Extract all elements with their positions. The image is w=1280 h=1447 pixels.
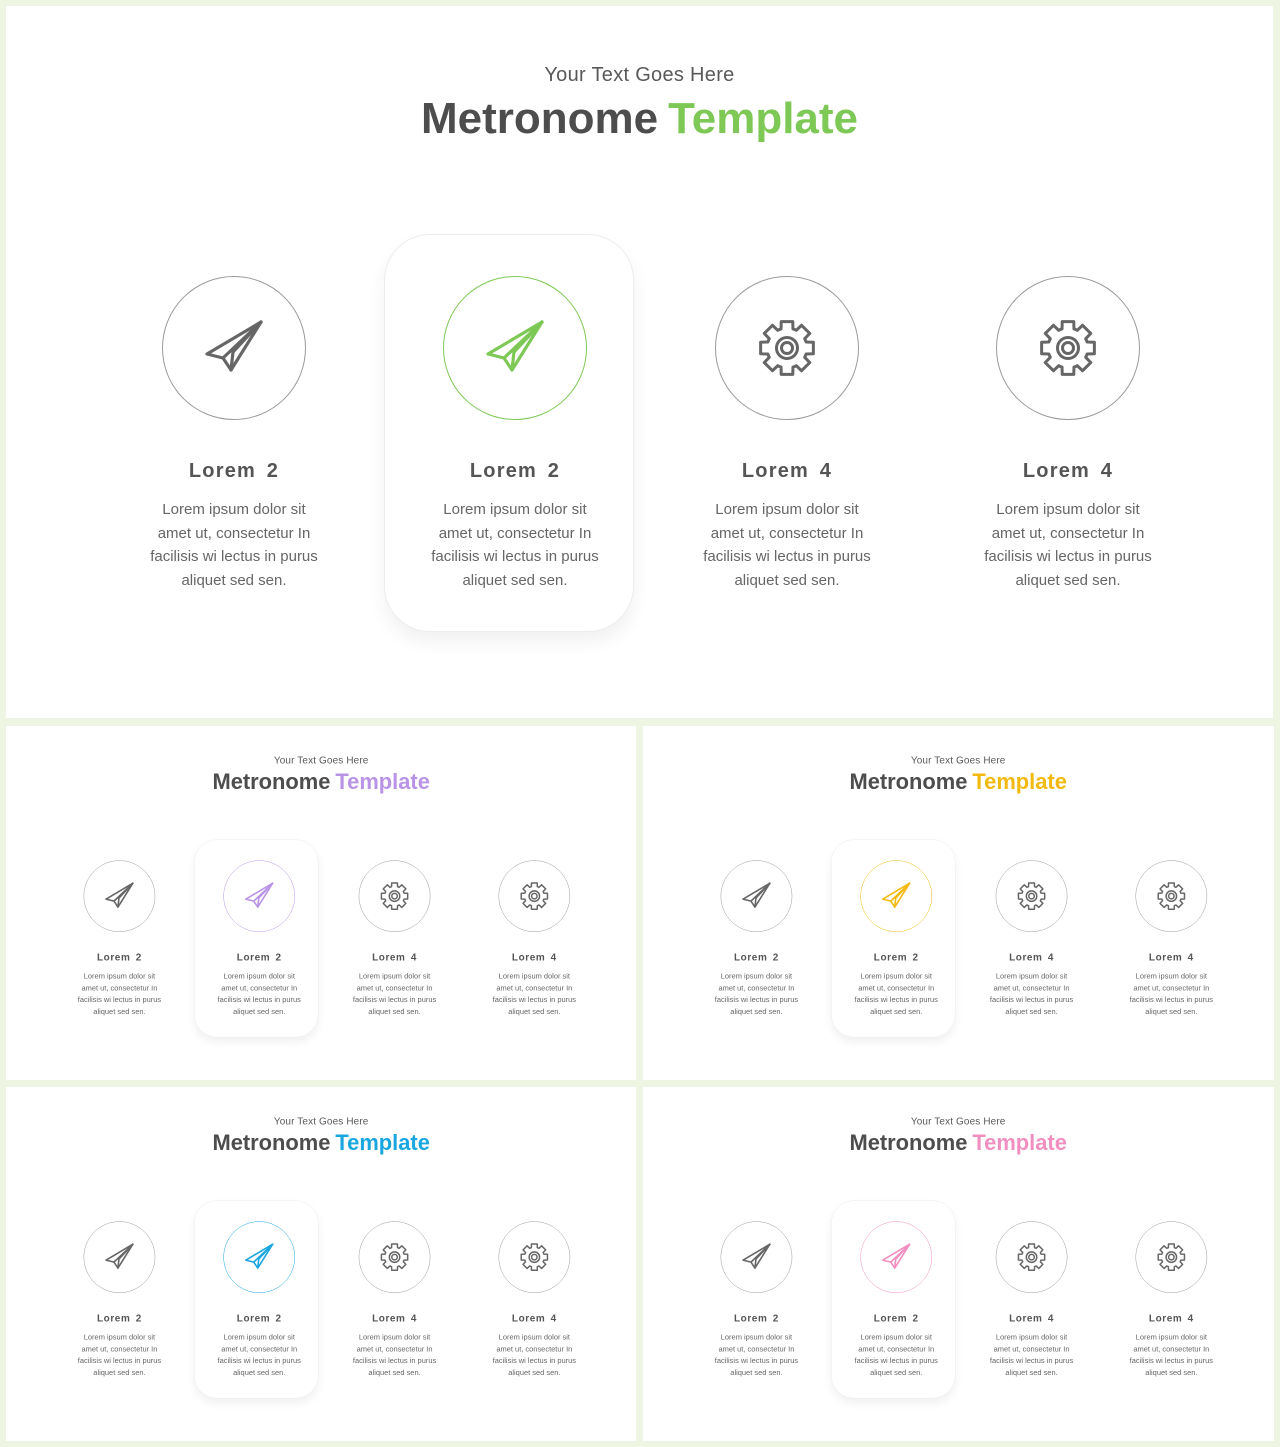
feature-text bbox=[962, 1332, 1101, 1379]
feature-text bbox=[50, 971, 189, 1018]
feature-text-line: Lorem ipsum dolor sit bbox=[1135, 1333, 1208, 1342]
slide-content bbox=[6, 6, 1273, 718]
icon-circle bbox=[721, 860, 793, 932]
gear-icon bbox=[379, 880, 411, 912]
feature-text-line: Lorem ipsum dolor sit bbox=[860, 1333, 932, 1342]
slide-title bbox=[643, 770, 1273, 795]
feature-text-line: amet ut, consectetur In bbox=[991, 524, 1145, 542]
icon-circle bbox=[359, 860, 431, 932]
feature-text-line: aliquet sed sen. bbox=[233, 1368, 286, 1377]
title-accent: Template bbox=[972, 1130, 1067, 1156]
feature-title: Lorem 4 bbox=[1009, 951, 1054, 963]
paper-plane-icon bbox=[243, 880, 275, 912]
feature-text bbox=[375, 498, 655, 592]
feature-text-line: aliquet sed sen. bbox=[368, 1007, 421, 1016]
feature-text-line: facilisis wi lectus in purus bbox=[492, 1356, 577, 1366]
feature-text-line: facilisis wi lectus in purus bbox=[492, 995, 577, 1005]
icon-circle bbox=[996, 276, 1140, 420]
feature-text-line: Lorem ipsum dolor sit bbox=[996, 501, 1140, 518]
feature-text-line: amet ut, consectetur In bbox=[221, 983, 298, 993]
gear-icon bbox=[518, 880, 550, 912]
feature-text-line: aliquet sed sen. bbox=[462, 571, 568, 589]
feature-title: Lorem 4 bbox=[511, 1312, 557, 1324]
feature-text-line: facilisis wi lectus in purus bbox=[1129, 995, 1214, 1005]
icon-circle bbox=[996, 860, 1068, 932]
title-main: Metronome bbox=[849, 1130, 968, 1156]
feature-title: Lorem 2 bbox=[873, 1312, 919, 1324]
feature-text bbox=[687, 971, 826, 1018]
slide-subtitle: Your Text Goes Here bbox=[273, 1115, 369, 1127]
feature-text-line: facilisis wi lectus in purus bbox=[714, 995, 799, 1005]
feature-text-line: amet ut, consectetur In bbox=[1133, 983, 1210, 993]
feature-text-line: Lorem ipsum dolor sit bbox=[715, 501, 859, 518]
feature-text-line: aliquet sed sen. bbox=[368, 1368, 421, 1377]
feature-text-line: facilisis wi lectus in purus bbox=[854, 995, 938, 1005]
icon-circle bbox=[996, 1221, 1068, 1293]
feature-title: Lorem 4 bbox=[1148, 1312, 1194, 1324]
feature-text-line: Lorem ipsum dolor sit bbox=[443, 501, 587, 518]
feature-text-line: aliquet sed sen. bbox=[1145, 1007, 1198, 1016]
icon-circle bbox=[860, 1221, 932, 1293]
paper-plane-icon bbox=[104, 1241, 136, 1273]
feature-text-line: aliquet sed sen. bbox=[93, 1368, 146, 1377]
feature-text-line: aliquet sed sen. bbox=[508, 1007, 561, 1016]
title-main: Metronome bbox=[849, 769, 968, 795]
feature-text-line: Lorem ipsum dolor sit bbox=[498, 1333, 571, 1342]
feature-title: Lorem 2 bbox=[96, 951, 142, 963]
gear-icon bbox=[379, 1241, 411, 1273]
feature-text-line: amet ut, consectetur In bbox=[1133, 1344, 1210, 1354]
slide-subtitle: Your Text Goes Here bbox=[273, 754, 369, 766]
title-accent: Template bbox=[972, 769, 1067, 795]
feature-text bbox=[827, 1332, 966, 1379]
feature-text bbox=[94, 498, 374, 592]
slide-main bbox=[6, 6, 1273, 718]
feature-text bbox=[50, 1332, 189, 1379]
feature-title: Lorem 2 bbox=[188, 460, 280, 482]
feature-text-line: amet ut, consectetur In bbox=[356, 983, 433, 993]
feature-text-line: facilisis wi lectus in purus bbox=[77, 995, 162, 1005]
icon-circle bbox=[499, 860, 571, 932]
feature-text-line: amet ut, consectetur In bbox=[221, 1344, 298, 1354]
slide-blue-variant bbox=[6, 1087, 636, 1441]
title-accent: Template bbox=[668, 94, 859, 143]
feature-text-line: facilisis wi lectus in purus bbox=[703, 548, 871, 565]
title-main: Metronome bbox=[212, 769, 331, 795]
feature-text-line: Lorem ipsum dolor sit bbox=[995, 972, 1068, 981]
icon-circle bbox=[84, 1221, 156, 1293]
icon-circle bbox=[359, 1221, 431, 1293]
feature-text-line: amet ut, consectetur In bbox=[993, 1344, 1070, 1354]
feature-text-line: facilisis wi lectus in purus bbox=[984, 548, 1152, 565]
feature-text-line: facilisis wi lectus in purus bbox=[1129, 1356, 1214, 1366]
feature-text-line: amet ut, consectetur In bbox=[81, 983, 158, 993]
title-accent: Template bbox=[335, 769, 430, 795]
feature-text-line: Lorem ipsum dolor sit bbox=[223, 1333, 295, 1342]
feature-text bbox=[687, 1332, 826, 1379]
icon-circle bbox=[715, 276, 859, 420]
paper-plane-icon bbox=[880, 1241, 912, 1273]
feature-text-line: aliquet sed sen. bbox=[93, 1007, 146, 1016]
feature-title: Lorem 2 bbox=[236, 951, 282, 963]
feature-title: Lorem 2 bbox=[873, 951, 919, 963]
slide-title bbox=[643, 1131, 1273, 1156]
slide-content bbox=[643, 726, 1273, 1080]
gear-icon bbox=[1036, 316, 1100, 380]
icon-circle bbox=[223, 860, 295, 932]
feature-text-line: aliquet sed sen. bbox=[870, 1007, 923, 1016]
feature-text-line: Lorem ipsum dolor sit bbox=[498, 972, 571, 981]
gear-icon bbox=[518, 1241, 550, 1273]
icon-circle bbox=[1136, 860, 1208, 932]
feature-text-line: facilisis wi lectus in purus bbox=[352, 995, 437, 1005]
feature-text-line: Lorem ipsum dolor sit bbox=[162, 501, 306, 518]
feature-text-line: facilisis wi lectus in purus bbox=[217, 995, 301, 1005]
feature-text-line: amet ut, consectetur In bbox=[718, 983, 795, 993]
paper-plane-icon bbox=[741, 1241, 773, 1273]
feature-text-line: amet ut, consectetur In bbox=[496, 1344, 573, 1354]
feature-text bbox=[1102, 971, 1241, 1018]
feature-text-line: amet ut, consectetur In bbox=[858, 1344, 935, 1354]
gear-icon bbox=[755, 316, 819, 380]
slide-subtitle: Your Text Goes Here bbox=[910, 754, 1006, 766]
slide-content bbox=[643, 1087, 1273, 1441]
feature-text bbox=[647, 498, 927, 592]
slide-content bbox=[6, 726, 636, 1080]
feature-text-line: amet ut, consectetur In bbox=[81, 1344, 158, 1354]
icon-circle bbox=[443, 276, 587, 420]
feature-text-line: Lorem ipsum dolor sit bbox=[358, 972, 431, 981]
feature-text-line: Lorem ipsum dolor sit bbox=[1135, 972, 1208, 981]
slide-yellow-variant bbox=[643, 726, 1274, 1080]
feature-text-line: amet ut, consectetur In bbox=[993, 983, 1070, 993]
feature-title: Lorem 2 bbox=[733, 1312, 779, 1324]
feature-text bbox=[190, 971, 329, 1018]
feature-text bbox=[325, 1332, 464, 1379]
feature-text-line: aliquet sed sen. bbox=[734, 571, 840, 589]
feature-text-line: facilisis wi lectus in purus bbox=[77, 1356, 162, 1366]
feature-text bbox=[1102, 1332, 1241, 1379]
feature-title: Lorem 2 bbox=[96, 1312, 142, 1324]
feature-title: Lorem 4 bbox=[1009, 1312, 1054, 1324]
feature-text-line: Lorem ipsum dolor sit bbox=[358, 1333, 431, 1342]
icon-circle bbox=[1136, 1221, 1208, 1293]
slide-pink-variant bbox=[643, 1087, 1274, 1441]
paper-plane-icon bbox=[483, 316, 547, 380]
feature-text-line: Lorem ipsum dolor sit bbox=[995, 1333, 1068, 1342]
feature-text bbox=[325, 971, 464, 1018]
gear-icon bbox=[1155, 1241, 1187, 1273]
feature-text-line: Lorem ipsum dolor sit bbox=[720, 1333, 793, 1342]
feature-title: Lorem 2 bbox=[469, 460, 561, 482]
feature-text-line: Lorem ipsum dolor sit bbox=[860, 972, 932, 981]
feature-text bbox=[465, 1332, 604, 1379]
feature-title: Lorem 4 bbox=[1148, 951, 1194, 963]
paper-plane-icon bbox=[202, 316, 266, 380]
feature-text-line: facilisis wi lectus in purus bbox=[352, 1356, 437, 1366]
feature-text-line: facilisis wi lectus in purus bbox=[989, 1356, 1074, 1366]
feature-text-line: aliquet sed sen. bbox=[730, 1368, 783, 1377]
feature-text bbox=[465, 971, 604, 1018]
slide-title bbox=[6, 1131, 636, 1156]
gear-icon bbox=[1016, 1241, 1048, 1273]
feature-title: Lorem 4 bbox=[1022, 460, 1114, 482]
feature-text-line: facilisis wi lectus in purus bbox=[714, 1356, 799, 1366]
feature-title: Lorem 2 bbox=[733, 951, 779, 963]
icon-circle bbox=[721, 1221, 793, 1293]
paper-plane-icon bbox=[104, 880, 136, 912]
feature-text-line: aliquet sed sen. bbox=[233, 1007, 286, 1016]
feature-text-line: Lorem ipsum dolor sit bbox=[720, 972, 793, 981]
feature-title: Lorem 2 bbox=[236, 1312, 282, 1324]
feature-text-line: amet ut, consectetur In bbox=[356, 1344, 433, 1354]
slide-subtitle: Your Text Goes Here bbox=[544, 64, 735, 86]
feature-text-line: amet ut, consectetur In bbox=[718, 1344, 795, 1354]
feature-text-line: facilisis wi lectus in purus bbox=[989, 995, 1074, 1005]
feature-text-line: aliquet sed sen. bbox=[508, 1368, 561, 1377]
paper-plane-icon bbox=[741, 880, 773, 912]
feature-text-line: facilisis wi lectus in purus bbox=[217, 1356, 301, 1366]
feature-text-line: amet ut, consectetur In bbox=[157, 524, 311, 542]
title-main: Metronome bbox=[420, 94, 659, 143]
feature-text-line: Lorem ipsum dolor sit bbox=[223, 972, 295, 981]
feature-text-line: aliquet sed sen. bbox=[1015, 571, 1121, 589]
gear-icon bbox=[1155, 880, 1187, 912]
feature-text-line: aliquet sed sen. bbox=[1145, 1368, 1198, 1377]
icon-circle bbox=[223, 1221, 295, 1293]
feature-text bbox=[190, 1332, 329, 1379]
feature-text-line: aliquet sed sen. bbox=[730, 1007, 783, 1016]
icon-circle bbox=[860, 860, 932, 932]
feature-text-line: amet ut, consectetur In bbox=[496, 983, 573, 993]
gear-icon bbox=[1016, 880, 1048, 912]
paper-plane-icon bbox=[880, 880, 912, 912]
icon-circle bbox=[499, 1221, 571, 1293]
feature-text-line: aliquet sed sen. bbox=[1005, 1007, 1058, 1016]
feature-text-line: aliquet sed sen. bbox=[181, 571, 287, 589]
feature-text-line: amet ut, consectetur In bbox=[858, 983, 935, 993]
title-accent: Template bbox=[335, 1130, 430, 1156]
feature-text-line: aliquet sed sen. bbox=[870, 1368, 923, 1377]
slide-title bbox=[6, 94, 1273, 144]
feature-text bbox=[962, 971, 1101, 1018]
feature-text-line: Lorem ipsum dolor sit bbox=[83, 1333, 156, 1342]
feature-text-line: Lorem ipsum dolor sit bbox=[83, 972, 156, 981]
slide-purple-variant bbox=[6, 726, 636, 1080]
icon-circle bbox=[84, 860, 156, 932]
feature-text-line: facilisis wi lectus in purus bbox=[431, 548, 599, 565]
feature-text bbox=[928, 498, 1208, 592]
feature-text-line: amet ut, consectetur In bbox=[710, 524, 864, 542]
slide-subtitle: Your Text Goes Here bbox=[910, 1115, 1006, 1127]
slide-title bbox=[6, 770, 636, 795]
paper-plane-icon bbox=[243, 1241, 275, 1273]
icon-circle bbox=[162, 276, 306, 420]
feature-title: Lorem 4 bbox=[372, 1312, 417, 1324]
feature-title: Lorem 4 bbox=[511, 951, 557, 963]
title-main: Metronome bbox=[212, 1130, 331, 1156]
feature-title: Lorem 4 bbox=[372, 951, 417, 963]
feature-text-line: amet ut, consectetur In bbox=[438, 524, 592, 542]
feature-text bbox=[827, 971, 966, 1018]
feature-title: Lorem 4 bbox=[741, 460, 833, 482]
feature-text-line: aliquet sed sen. bbox=[1005, 1368, 1058, 1377]
feature-text-line: facilisis wi lectus in purus bbox=[854, 1356, 938, 1366]
feature-text-line: facilisis wi lectus in purus bbox=[150, 548, 318, 565]
slide-content bbox=[6, 1087, 636, 1441]
